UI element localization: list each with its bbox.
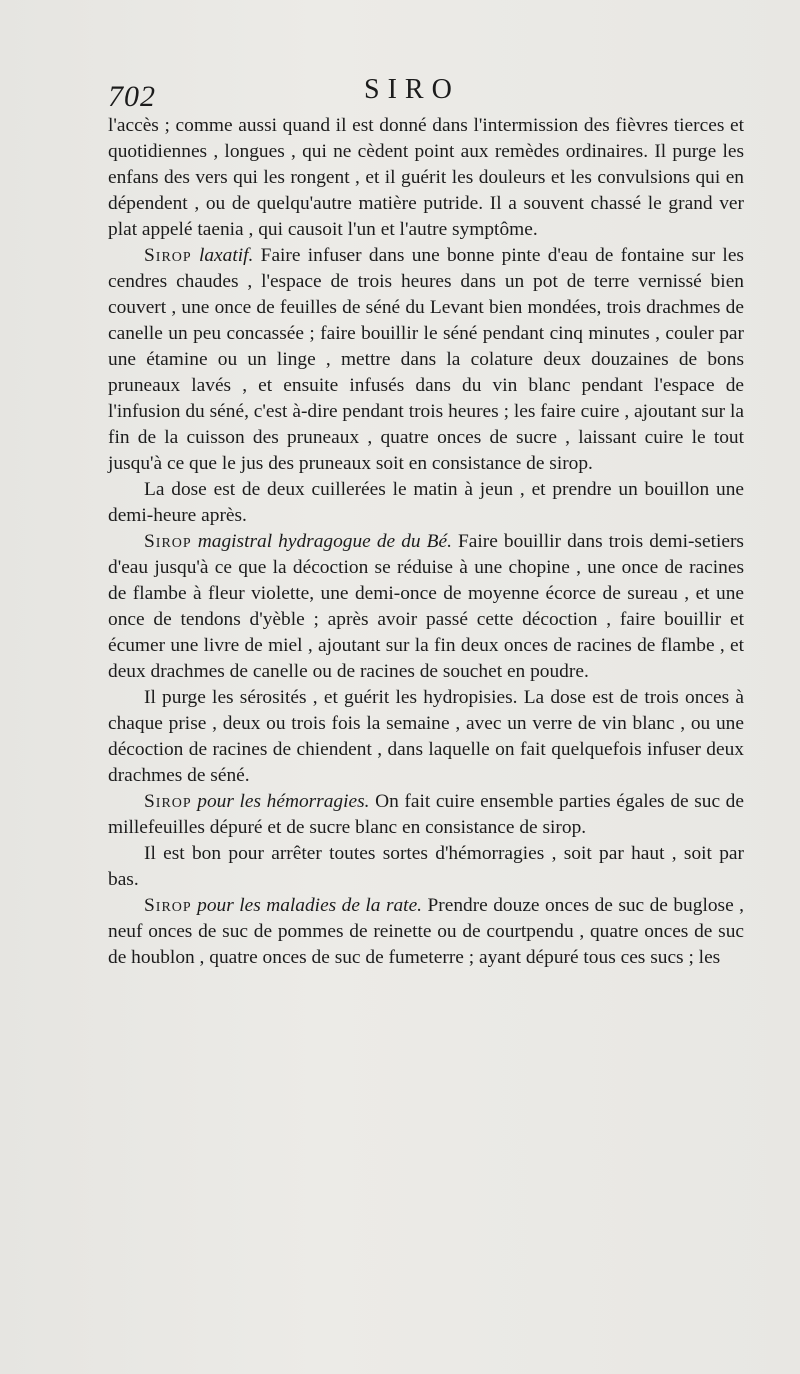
paragraph-body: l'accès ; comme aussi quand il est donné dans l'intermission des fièvres tierces et quotidiennes , longues , qui ne cèdent point aux remèdes ordinaires. Il purge les enfans des vers qui les rongent , et il guérit les douleurs et les convulsions qui en dépendent , ou de quelqu'autre matière putride. Il a souvent chassé le grand ver plat appelé taenia , qui causoit l'un et l'autre symptôme. [108, 115, 744, 240]
paragraph-body: Faire infuser dans une bonne pinte d'eau de fontaine sur les cendres chaudes , l'espace de trois heures dans un pot de terre vernissé bien couvert , une once de feuilles de séné du Levant bien mondées, trois drachmes de canelle un peu concassée ; faire bouillir le séné pendant cinq minutes , couler par une étamine ou un linge , mettre dans la colature deux douzaines de bons pruneaux lavés , et ensuite infusés dans du vin blanc pendant l'espace de l'infusion du séné, c'est à-dire pendant trois heures ; les faire cuire , ajoutant sur la fin de la cuisson des pruneaux , quatre onces de sucre , laissant cuire le tout jusqu'à ce que le jus des pruneaux soit en consistance de sirop. [108, 245, 744, 474]
section-heading: SIRO [364, 74, 460, 105]
paragraph [108, 685, 744, 789]
paragraph [108, 113, 744, 243]
entry-lead: Sirop [144, 245, 192, 266]
paragraph-body: On fait cuire ensemble parties égales de suc de millefeuilles dépuré et de sucre blanc en consistance de sirop. [108, 791, 744, 838]
entry-lead: Sirop [144, 895, 192, 916]
paragraph [108, 893, 744, 971]
paragraph-body: Faire bouillir dans trois demi-setiers d'eau jusqu'à ce que la décoction se réduise à une chopine , une once de racines de flambe à fleur violette, une demi-once de moyenne écorce de sureau , et une once de tendons d'yèble ; après avoir passé cette décoction , faire bouillir et écumer une livre de miel , ajoutant sur la fin deux onces de racines de flambe , et deux drachmes de canelle ou de racines de souchet en poudre. [108, 531, 744, 682]
paragraph-body: La dose est de deux cuillerées le matin à jeun , et prendre un bouillon une demi-heure après. [108, 479, 744, 526]
entry-title: magistral hydragogue de du Bé. [197, 531, 452, 552]
paragraph [108, 841, 744, 893]
entry-lead: Sirop [144, 791, 192, 812]
paragraph [108, 477, 744, 529]
entry-title: laxatif. [198, 245, 254, 266]
paragraph-body: Il purge les sérosités , et guérit les hydropisies. La dose est de trois onces à chaque prise , deux ou trois fois la semaine , avec un verre de vin blanc , ou une décoction de racines de chiendent , dans laquelle on fait quelquefois infuser deux drachmes de séné. [108, 687, 744, 786]
paragraph-body: Prendre douze onces de suc de buglose , neuf onces de suc de pommes de reinette ou de courtpendu , quatre onces de suc de houblon , quatre onces de suc de fumeterre ; ayant dépuré tous ces sucs ; les [108, 895, 744, 968]
body-text [108, 113, 744, 971]
entry-title: pour les maladies de la rate. [197, 895, 423, 916]
entry-lead: Sirop [144, 531, 192, 552]
paragraph [108, 243, 744, 477]
paragraph [108, 529, 744, 685]
page-number: 702 [108, 80, 156, 113]
paragraph-body: Il est bon pour arrêter toutes sortes d'hémorragies , soit par haut , soit par bas. [108, 843, 744, 890]
running-head [108, 72, 748, 112]
paragraph [108, 789, 744, 841]
entry-title: pour les hémorragies. [197, 791, 370, 812]
